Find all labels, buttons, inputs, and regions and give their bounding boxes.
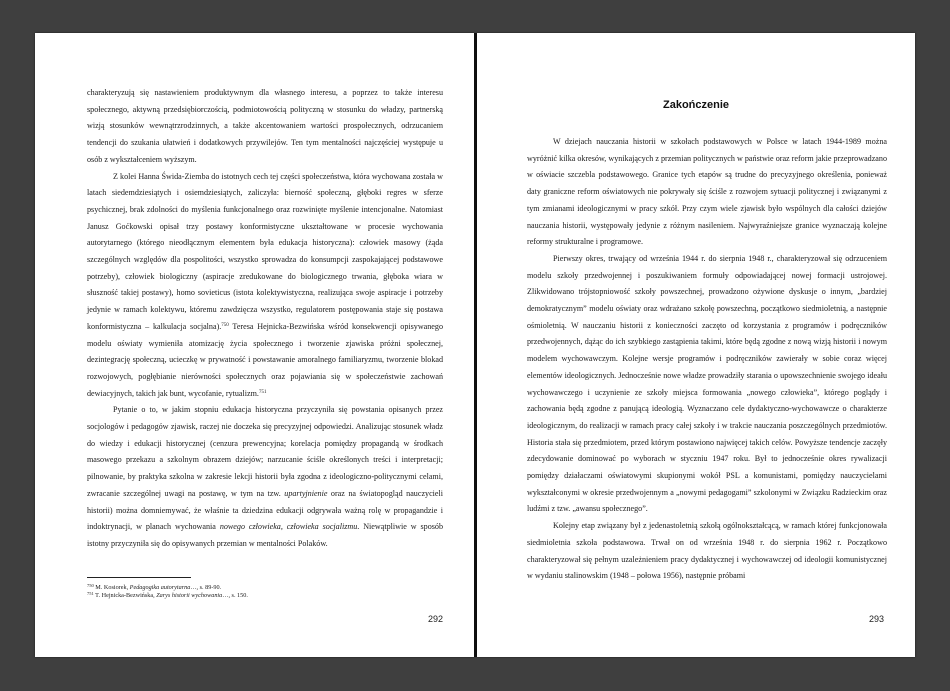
footnote-separator — [87, 577, 191, 578]
text-run: charakteryzują się nastawieniem produktywnym dla własnego interesu, a poprzez to także interesu społecznego, aktywną przedsiębiorczością, podmiotowością polityczną w stosunku do władzy, partnerską wizją stosunków wewnątrzrodzinnych, a także akcentowaniem wartości prospołecznych, odrzucaniem tendencji do szukania ułatwień i dodatkowych przywilejów. Ten tym mentalności najczęściej występuje u osób z wykształceniem wyższym. — [87, 88, 443, 164]
text-run: Pytanie o to, w jakim stopniu edukacja historyczna przyczyniła się powstania opisanych przez socjologów i pedagogów zjawisk, raczej nie doczeka się precyzyjnej odpowiedzi. Analizując stosunek władz do wiedzy i edukacji historycznej (cenzura prewencyjna; korelacja pomiędzy propagandą w środkach masowego przekazu a szkolnym obrazem dziejów; narzucanie ściśle określonych treści i interpretacji; pilnowanie, by praktyka szkolna w zakresie lekcji historii była zgodna z ideologiczno-politycznymi celami, zwracanie szczególnej uwagi na postawę, w tym na tzw. — [87, 405, 443, 498]
text-run: …, s. 89-90. — [190, 584, 222, 591]
page-body-text — [87, 85, 443, 553]
text-run: Z kolei Hanna Świda-Ziemba do istotnych cech tej części społeczeństwa, która wychowana została w latach siedemdziesiątych i osiemdziesiątych, zaliczyła: bierność społeczną, głęboki regres w sferze psychicznej, brak zdolności do myślenia funkcjonalnego oraz rozwinięte myślenie intencjonalne. Natomiast Janusz Goćkowski opisał trzy postawy konformistyczne ukształtowane w procesie wychowania autorytarnego (którego nieodłącznym elementem była edukacja historyczna): człowiek masowy (żąda szczególnych względów dla pospolitości, wszystko sprowadza do konsumpcji zaspokajającej podstawowe potrzeby), człowiek biologiczny (aspiracje zredukowane do biologicznego trwania, głęboka wiara w słuszność takiej postawy), homo sovieticus (istota kolektywistyczna, realizująca swoje aspiracje i potrzeby jedynie w ramach kolektywu, któremu zawdzięcza wszystko, regulatorem postępowania staje się postawa konformistyczna – kalkulacja socjalna). — [87, 171, 443, 331]
paragraph — [87, 169, 443, 403]
footnotes — [87, 584, 443, 601]
text-run: . Niewątpliwie w sposób istotny przyczyniła się do opisywanych przemian w mentalności Polaków. — [87, 522, 444, 548]
italic-text: Pedagogika autorytarna — [129, 584, 191, 591]
italic-text: Zarys historii wychowania — [156, 592, 223, 600]
text-run: Teresa Hejnicka-Bezwińska wśród konsekwencji opisywanego modelu oświaty wymieniła atomizację życia społecznego i tworzenie zjawiska próżni społecznej, dezintegrację społeczną, ucieczkę w prywatność i powstawanie amoralnego familiaryzmu, tworzenie blokad rozwojowych, pogłębianie nierówności społecznych oraz pojawiania się w społeczeństwie zachowań dewiacyjnych, takich jak bunt, wycofanie, rytualizm. — [87, 321, 443, 398]
paragraph — [87, 85, 443, 169]
text-run: Pierwszy okres, trwający od września 1944 r. do sierpnia 1948 r., charakteryzował się odrzuceniem modelu szkoły przedwojennej i poszukiwaniem formuły odpowiadającej nowej formacji ustrojowej. Zlikwidowano trójstopniowość szkoły powszechnej, prowadzono ożywione dyskusje o innym, „bardziej demokratycznym” modelu oświaty oraz wdrażano szkołę powszechną, początkowo siedmioletnią, a następnie ośmioletnią. W nauczaniu historii z konieczności zaczęto od korzystania z programów i podręczników przedwojennych, dążąc do ich szybkiego zastąpienia takimi, które będą zgodne z nową wizją historii i nowym modelem wychowawczym. Kolejne wersje programów i podręczników zawierały w sobie coraz więcej elementów ideologicznych. Jednocześnie nowe władze prowadziły starania o upowszechnienie swojego ideału wychowawczego i uczynienie ze szkoły miejsca formowania „nowego człowieka”, którego poglądy i zachowania będą zgodne z panującą ideologią. Wyznaczano cele dydaktyczno-wychowawcze o charakterze ideologicznym, do realizacji w ramach pracy całej szkoły i w trakcie nauczania poszczególnych przedmiotów. Historia stała się przedmiotem, przed którym postawiono najwięcej takich celów. Powyższe tendencje zaczęły zdecydowanie dominować po wyborach w styczniu 1947 roku. Był to jednocześnie okres rywalizacji pomiędzy działaczami oświatowymi skupionymi wokół PSL a komunistami, pomiędzy nauczycielami wykształconymi w okresie przedwojennym a „nowymi pedagogami” szkolonymi w Związku Radzieckim oraz ludźmi z tzw. „awansu społecznego”. — [527, 253, 887, 514]
text-run: W dziejach nauczania historii w szkołach podstawowych w Polsce w latach 1944-1989 można wyróżnić kilka okresów, wynikających z przemian politycznych w państwie oraz reform jakie przeprowadzano w oświacie szczebla podstawowego. Granice tych etapów są trudne do precyzyjnego określenia, ponieważ daty graniczne reform oświatowych nie pokrywały się ściśle z rozwojem sytuacji politycznej i związanymi z tym zmianami ideologicznymi w pracy szkół. Przy czym wiele zjawisk było wspólnych dla całości dziejów nauczania historii, występowały jedynie z różnym nasileniem. Najwyraźniejsze granice wyznaczają kolejne reformy strukturalne i programowe. — [527, 137, 887, 247]
footnote-ref: 751 — [258, 389, 267, 395]
italic-text: upartyjnienie — [284, 488, 328, 498]
paragraph — [527, 134, 887, 251]
text-run: T. Hejnicka-Bezwińska, — [93, 592, 157, 600]
text-run: oraz na światopogląd nauczycieli historii) można domniemywać, że właśnie ta dziedzina edukacji odgrywała ważną rolę w propagandzie i indoktrynacji, w planach wychowania — [87, 488, 444, 532]
page-body-text — [527, 134, 887, 585]
page-left — [35, 33, 474, 657]
text-run: Kolejny etap związany był z jedenastoletnią szkołą ogólnokształcącą, w ramach której funkcjonowała siedmioletnia szkoła podstawowa. Trwał on od września 1948 r. do sierpnia 1962 r. Początkowo charakteryzował się pełnym uzależnieniem pracy dydaktycznej i wychowawczej od ideologii komunistycznej w wydaniu stalinowskim (1948 – połowa 1956), następnie próbami — [527, 521, 887, 581]
paragraph — [527, 251, 887, 518]
footnote-number: 751 — [87, 591, 94, 597]
page-number: 292 — [428, 614, 444, 624]
text-run: M. Kosiorek, — [93, 584, 130, 591]
footnote — [87, 592, 443, 600]
footnote-ref: 750 — [221, 322, 229, 328]
text-run: …, s. 150. — [222, 592, 248, 600]
chapter-title: Zakończenie — [662, 99, 730, 111]
page-right — [477, 33, 915, 657]
page-number: 293 — [869, 614, 885, 624]
footnote-number: 750 — [87, 583, 94, 588]
paragraph — [87, 402, 443, 552]
italic-text: nowego człowieka, człowieka socjalizmu — [219, 522, 358, 532]
paragraph — [527, 518, 887, 585]
